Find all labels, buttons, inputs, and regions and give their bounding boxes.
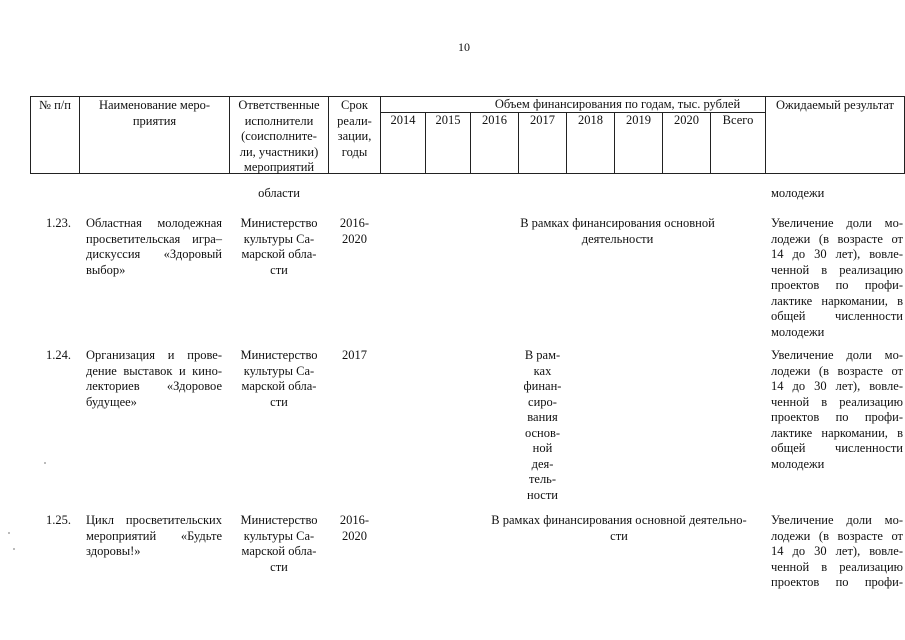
year-2014: 2014 — [390, 113, 416, 127]
year-2016: 2016 — [482, 113, 507, 127]
row-1-23-name: Областная молодежная просветительская игра– дискуссия «Здоровый выбор» — [86, 216, 222, 277]
year-2018: 2018 — [578, 113, 603, 127]
year-2020: 2020 — [674, 113, 699, 127]
row-1-23-num: 1.23. — [46, 216, 71, 230]
header-num: № п/п — [39, 98, 71, 112]
row-1-25-result: Увеличение доли мо- лодежи (в возрасте от 14 до 30 лет), вовле- ченной в реализацию проектов по профи- — [771, 513, 903, 589]
year-2015: 2015 — [435, 113, 461, 127]
col-divider — [380, 96, 381, 174]
row-1-25-name: Цикл просветительских мероприятий «Будьте здоровы!» — [86, 513, 222, 558]
continuation-result: молодежи — [771, 186, 825, 200]
scan-speck — [44, 462, 46, 464]
row-1-24-result: Увеличение доли мо- лодежи (в возрасте от 14 до 30 лет), вовле- ченной в реализацию проектов по профи- лактике наркомании, в общей численности молодежи — [771, 348, 903, 471]
row-1-25-num: 1.25. — [46, 513, 71, 527]
scan-speck — [13, 548, 15, 550]
row-1-24-funding: В рам- ках финан- сиро- вания основ- ной дея- тель- ности — [523, 348, 562, 502]
year-2019: 2019 — [626, 113, 651, 127]
header-funding: Объем финансирования по годам, тыс. рублей — [494, 97, 741, 111]
row-1-24-executors: Министерство культуры Са- марской обла- сти — [240, 348, 318, 409]
row-1-23-result: Увеличение доли мо- лодежи (в возрасте от 14 до 30 лет), вовле- ченной в реализацию проектов по профи- лактике наркомании, в общей численности молодежи — [771, 216, 903, 339]
header-bottom-border — [30, 173, 905, 174]
header-name: Наименование меро- приятия — [98, 98, 211, 128]
scan-speck — [8, 532, 10, 534]
row-1-24-num: 1.24. — [46, 348, 71, 362]
row-1-25-term: 2016- 2020 — [339, 513, 370, 543]
year-2017: 2017 — [530, 113, 555, 127]
row-1-23-term: 2016- 2020 — [339, 216, 370, 246]
header-term: Срок реали- зации, годы — [337, 98, 372, 159]
header-top-border — [30, 96, 905, 97]
page-number: 10 — [458, 40, 470, 54]
row-1-23-executors: Министерство культуры Са- марской обла- сти — [240, 216, 318, 277]
row-1-25-funding: В рамках финансирования основной деятельно- сти — [491, 513, 747, 543]
header-executors: Ответственные исполнители (соисполните- ли, участники) мероприятий — [238, 98, 320, 174]
header-result: Ожидаемый результат — [775, 98, 895, 112]
row-1-23-funding: В рамках финансирования основной деятельности — [520, 216, 715, 246]
row-1-25-executors: Министерство культуры Са- марской обла- сти — [240, 513, 318, 574]
row-1-24-name: Организация и прове- дение выставок и кино- лекториев «Здоровое будущее» — [86, 348, 222, 409]
year-total: Всего — [722, 113, 754, 127]
row-1-24-term: 2017 — [342, 348, 367, 362]
continuation-executors: области — [258, 186, 300, 200]
